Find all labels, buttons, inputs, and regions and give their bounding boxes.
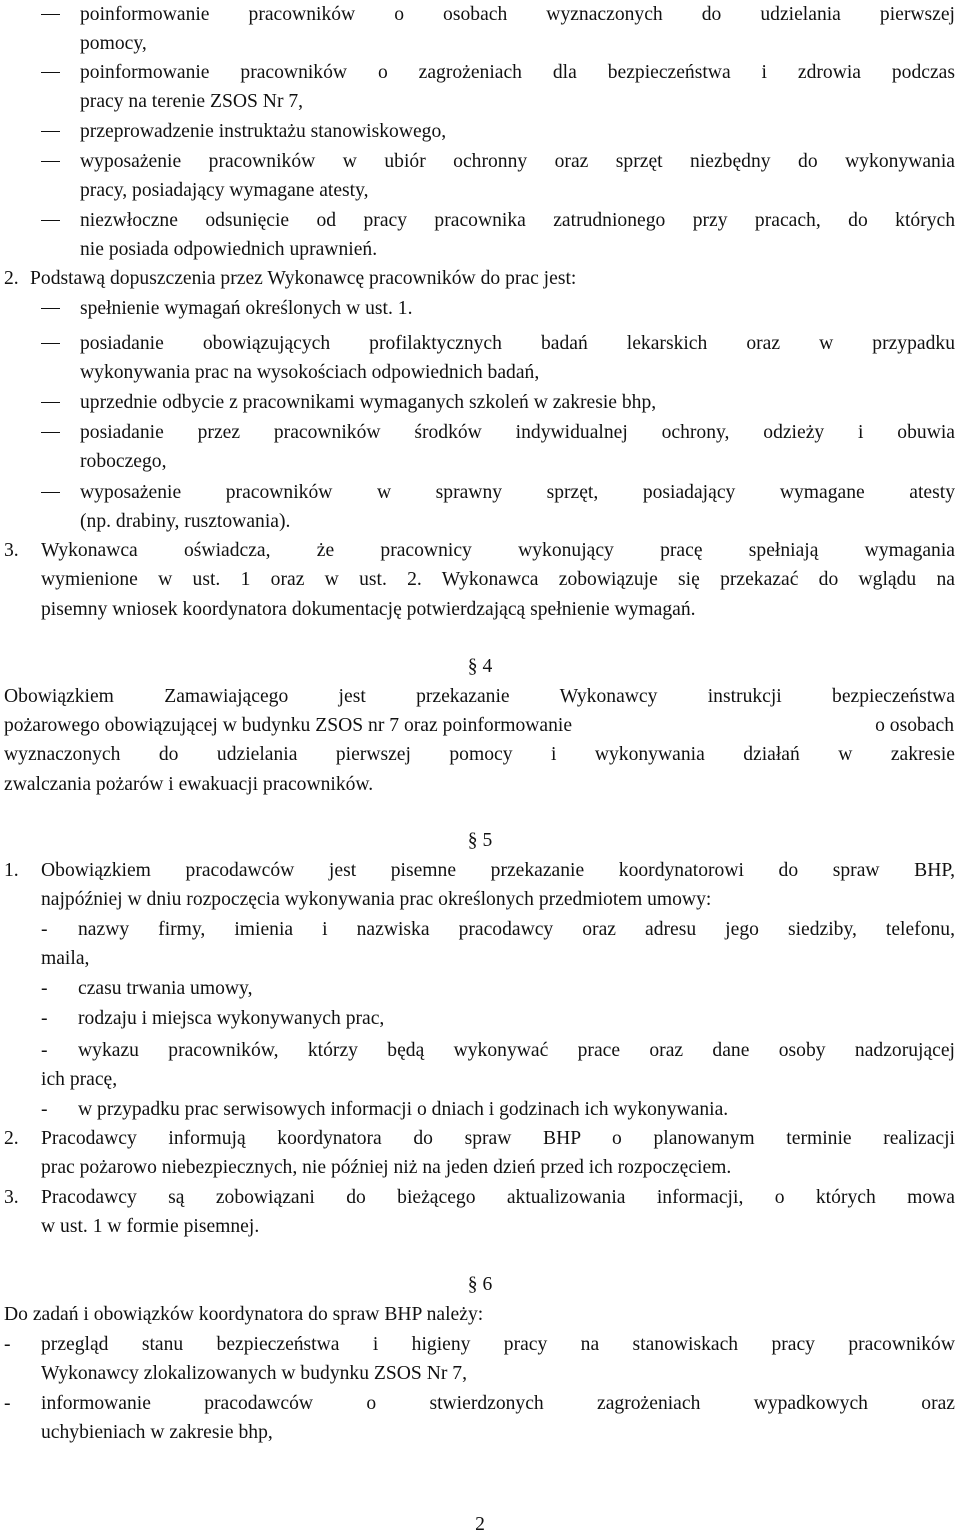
list-item-continuation: uchybieniach w zakresie bhp,: [41, 1422, 273, 1443]
paragraph-line: najpóźniej w dniu rozpoczęcia wykonywania prac określonych przedmiotem umowy:: [41, 889, 712, 910]
paragraph-line: Obowiązkiem pracodawców jest pisemne przekazanie koordynatorowi do spraw BHP,: [41, 860, 955, 881]
paragraph-line: wymienione w ust. 1 oraz w ust. 2. Wykonawca zobowiązuje się przekazać do wglądu na: [41, 569, 955, 590]
section-heading: [0, 826, 960, 856]
section-heading: [0, 1270, 960, 1300]
section-number: 6: [482, 1274, 493, 1295]
list-item-continuation: (np. drabiny, rusztowania).: [80, 511, 291, 532]
paragraph-line: pisemny wniosek koordynatora dokumentację potwierdzającą spełnienie wymagań.: [41, 599, 696, 620]
hyphen-bullet: -: [41, 1008, 48, 1029]
list-item-continuation: nie posiada odpowiednich uprawnień.: [80, 239, 378, 260]
dash-bullet: [41, 161, 60, 162]
list-item: rodzaju i miejsca wykonywanych prac,: [78, 1008, 385, 1029]
list-item: posiadanie obowiązujących profilaktycznych badań lekarskich oraz w przypadku: [80, 333, 955, 354]
list-item-continuation: pomocy,: [80, 33, 147, 54]
dash-bullet: [41, 14, 60, 15]
list-item-continuation: ich pracę,: [41, 1069, 118, 1090]
list-item-continuation: roboczego,: [80, 451, 167, 472]
section-number: 5: [482, 830, 493, 851]
section-symbol: §: [467, 1274, 478, 1295]
list-item: w przypadku prac serwisowych informacji o dniach i godzinach ich wykonywania.: [78, 1099, 729, 1120]
list-item-continuation: wykonywania prac na wysokościach odpowiednich badań,: [80, 362, 540, 383]
dash-bullet: [41, 402, 60, 403]
section-number: 4: [482, 656, 493, 677]
point-text: Podstawą dopuszczenia przez Wykonawcę pracowników do prac jest:: [30, 268, 577, 289]
hyphen-bullet: -: [41, 1040, 48, 1061]
paragraph-line: Obowiązkiem Zamawiającego jest przekazanie Wykonawcy instrukcji bezpieczeństwa: [4, 686, 955, 707]
paragraph-line-end: o osobach: [875, 715, 954, 736]
list-item-continuation: maila,: [41, 948, 90, 969]
list-item: przegląd stanu bezpieczeństwa i higieny pracy na stanowiskach pracy pracowników: [41, 1334, 955, 1355]
hyphen-bullet: -: [41, 919, 48, 940]
list-item: przeprowadzenie instruktażu stanowiskowego,: [80, 121, 447, 142]
list-item: wyposażenie pracowników w ubiór ochronny oraz sprzęt niezbędny do wykonywania: [80, 151, 955, 172]
dash-bullet: [41, 432, 60, 433]
list-item: czasu trwania umowy,: [78, 978, 253, 999]
paragraph-line: Do zadań i obowiązków koordynatora do spraw BHP należy:: [4, 1304, 484, 1325]
list-item-continuation: Wykonawcy zlokalizowanych w budynku ZSOS Nr 7,: [41, 1363, 467, 1384]
dash-bullet: [41, 308, 60, 309]
paragraph-line: Wykonawca oświadcza, że pracownicy wykonujący pracę spełniają wymagania: [41, 540, 955, 561]
paragraph-line: prac pożarowo niebezpiecznych, nie później niż na jeden dzień przed ich rozpoczęciem.: [41, 1157, 732, 1178]
list-item-continuation: pracy na terenie ZSOS Nr 7,: [80, 91, 304, 112]
point-number: 3.: [4, 540, 19, 561]
paragraph-line: Pracodawcy są zobowiązani do bieżącego aktualizowania informacji, o których mowa: [41, 1187, 955, 1208]
hyphen-bullet: -: [41, 1099, 48, 1120]
point-number: 2.: [4, 1128, 19, 1149]
list-item: informowanie pracodawców o stwierdzonych zagrożeniach wypadkowych oraz: [41, 1393, 955, 1414]
list-item: niezwłoczne odsunięcie od pracy pracownika zatrudnionego przy pracach, do których: [80, 210, 955, 231]
dash-bullet: [41, 492, 60, 493]
section-symbol: §: [467, 656, 478, 677]
dash-bullet: [41, 220, 60, 221]
section-symbol: §: [467, 830, 478, 851]
list-item: wykazu pracowników, którzy będą wykonywać prace oraz dane osoby nadzorującej: [78, 1040, 955, 1061]
paragraph-line: zwalczania pożarów i ewakuacji pracowników.: [4, 774, 374, 795]
section-heading: [0, 652, 960, 682]
point-number: 3.: [4, 1187, 19, 1208]
point-number: 2.: [4, 268, 19, 289]
paragraph-line: wyznaczonych do udzielania pierwszej pomocy i wykonywania działań w zakresie: [4, 744, 955, 765]
dash-bullet: [41, 131, 60, 132]
dash-bullet: [41, 343, 60, 344]
list-item: uprzednie odbycie z pracownikami wymaganych szkoleń w zakresie bhp,: [80, 392, 657, 413]
list-item: wyposażenie pracowników w sprawny sprzęt, posiadający wymagane atesty: [80, 482, 955, 503]
hyphen-bullet: -: [41, 978, 48, 999]
list-item: spełnienie wymagań określonych w ust. 1.: [80, 298, 413, 319]
list-item: poinformowanie pracowników o zagrożeniach dla bezpieczeństwa i zdrowia podczas: [80, 62, 955, 83]
list-item: poinformowanie pracowników o osobach wyznaczonych do udzielania pierwszej: [80, 4, 955, 25]
paragraph-line: pożarowego obowiązującej w budynku ZSOS nr 7 oraz poinformowanie: [4, 715, 573, 736]
paragraph-line: w ust. 1 w formie pisemnej.: [41, 1216, 260, 1237]
hyphen-bullet: -: [4, 1334, 11, 1355]
list-item: nazwy firmy, imienia i nazwiska pracodawcy oraz adresu jego siedziby, telefonu,: [78, 919, 955, 940]
page-number: 2: [475, 1514, 485, 1535]
list-item: posiadanie przez pracowników środków indywidualnej ochrony, odzieży i obuwia: [80, 422, 955, 443]
hyphen-bullet: -: [4, 1393, 11, 1414]
point-number: 1.: [4, 860, 19, 881]
dash-bullet: [41, 72, 60, 73]
paragraph-line: Pracodawcy informują koordynatora do spraw BHP o planowanym terminie realizacji: [41, 1128, 955, 1149]
list-item-continuation: pracy, posiadający wymagane atesty,: [80, 180, 369, 201]
